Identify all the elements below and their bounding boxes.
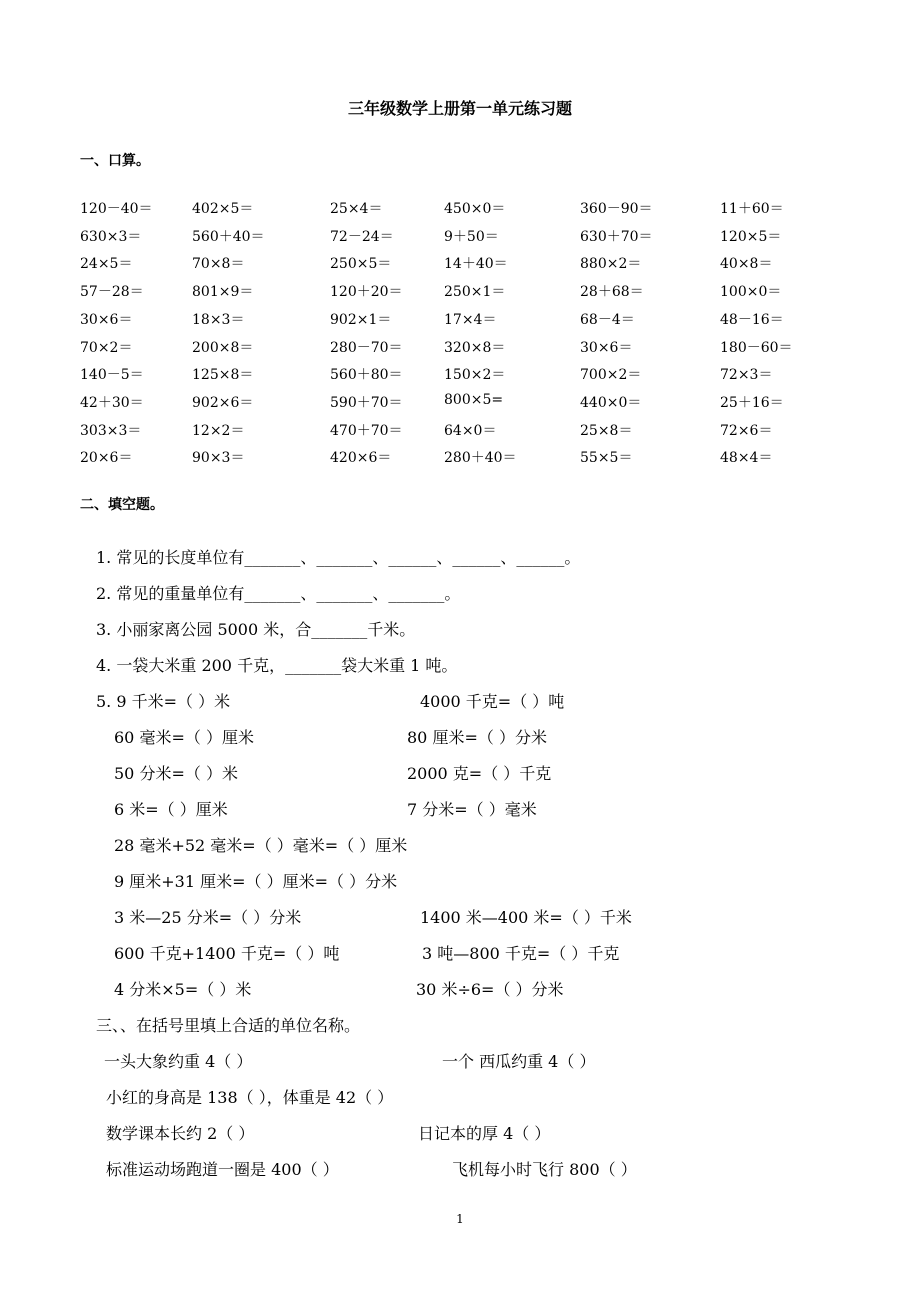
unit-item: 日记本的厚 4（ ）	[418, 1124, 551, 1143]
calc-item: 25＋16＝	[720, 394, 784, 411]
calc-item: 25×8＝	[580, 422, 633, 439]
unit-item: 一个 西瓜约重 4（ ）	[442, 1052, 596, 1071]
conversion-item: 7 分米=（ ）毫米	[407, 800, 537, 819]
conversion-item: 28 毫米+52 毫米=（ ）毫米=（ ）厘米	[114, 836, 408, 855]
calc-item: 402×5＝	[192, 201, 254, 217]
conversion-item: 3 米—25 分米=（ ）分米	[114, 908, 302, 927]
conversion-item: 80 厘米=（ ）分米	[407, 728, 547, 747]
calc-item: 560＋40＝	[192, 228, 265, 245]
calc-item: 68－4＝	[580, 311, 635, 328]
calc-item: 320×8＝	[444, 339, 506, 356]
calc-item: 250×1＝	[444, 284, 506, 301]
question-2: 2. 常见的重量单位有_______、_______、_______。	[96, 584, 461, 603]
calc-item: 902×1＝	[330, 311, 392, 328]
calc-item: 902×6＝	[192, 394, 254, 411]
conversion-item: 30 米÷6=（ ）分米	[416, 980, 564, 999]
calc-item: 30×6＝	[80, 311, 133, 328]
conversion-item: 4000 千克=（ ）吨	[420, 692, 565, 711]
calc-item: 200×8＝	[192, 339, 254, 356]
calc-item: 48×4＝	[720, 450, 773, 467]
calc-item: 25×4＝	[330, 201, 383, 217]
calc-item: 72×6＝	[720, 422, 773, 439]
conversion-item: 600 千克+1400 千克=（ ）吨	[114, 944, 340, 963]
calc-item: 57－28＝	[80, 284, 144, 301]
calc-item: 700×2＝	[580, 367, 642, 384]
calc-item: 20×6＝	[80, 450, 133, 467]
conversion-item: 60 毫米=（ ）厘米	[114, 728, 254, 747]
section1-heading: 一、口算。	[80, 153, 150, 169]
calc-item: 630×3＝	[80, 228, 142, 245]
question-1: 1. 常见的长度单位有_______、_______、______、______、______。	[96, 548, 581, 567]
page-title: 三年级数学上册第一单元练习题	[347, 99, 572, 118]
calc-item: 120＋20＝	[330, 284, 403, 301]
unit-item: 数学课本长约 2（ ）	[106, 1124, 255, 1143]
page-number: 1	[456, 1212, 464, 1226]
calc-item: 24×5＝	[80, 256, 133, 273]
calc-item: 55×5＝	[580, 450, 633, 467]
conversion-item: 50 分米=（ ）米	[114, 764, 238, 783]
calc-item: 303×3＝	[80, 422, 142, 439]
conversion-item: 9 厘米+31 厘米=（ ）厘米=（ ）分米	[114, 872, 398, 891]
calc-item: 140－5＝	[80, 367, 144, 384]
question-3: 3. 小丽家离公园 5000 米，合_______千米。	[96, 620, 416, 639]
unit-item: 飞机每小时飞行 800（ ）	[452, 1160, 637, 1179]
calc-item: 18×3＝	[192, 311, 245, 328]
calc-item: 560＋80＝	[330, 367, 403, 384]
conversion-item: 5. 9 千米=（ ）米	[96, 692, 231, 711]
section2-heading: 二、填空题。	[80, 497, 164, 513]
calc-item: 280－70＝	[330, 339, 403, 356]
conversion-item: 1400 米—400 米=（ ）千米	[420, 908, 632, 927]
calc-item: 72×3＝	[720, 367, 773, 384]
calc-item: 880×2＝	[580, 256, 642, 273]
calc-item: 40×8＝	[720, 256, 773, 273]
calc-item: 64×0＝	[444, 422, 497, 439]
calc-item: 125×8＝	[192, 367, 254, 384]
calc-item: 70×2＝	[80, 339, 133, 356]
calc-item: 180－60＝	[720, 339, 793, 356]
unit-item: 一头大象约重 4（ ）	[104, 1052, 253, 1071]
calc-item: 590＋70＝	[330, 394, 403, 411]
conversion-item: 3 吨—800 千克=（ ）千克	[422, 944, 620, 963]
calc-item: 250×5＝	[330, 256, 392, 273]
calc-item: 450×0＝	[444, 201, 506, 217]
calc-item: 280＋40＝	[444, 450, 517, 467]
calc-item: 48－16＝	[720, 311, 784, 328]
calc-item: 70×8＝	[192, 256, 245, 273]
calc-item: 120×5＝	[720, 228, 782, 245]
calc-item: 14＋40＝	[444, 256, 508, 273]
question-4: 4. 一袋大米重 200 千克，_______袋大米重 1 吨。	[96, 656, 458, 675]
calc-item: 630＋70＝	[580, 228, 653, 245]
unit-item: 小红的身高是 138（ ），体重是 42（ ）	[106, 1088, 394, 1107]
calc-item: 17×4＝	[444, 311, 497, 328]
calc-item: 470＋70＝	[330, 422, 403, 439]
calc-item: 72－24＝	[330, 228, 394, 245]
calc-item: 90×3＝	[192, 450, 245, 467]
calc-item: 11＋60＝	[720, 201, 784, 217]
calc-item: 30×6＝	[580, 339, 633, 356]
calc-item: 150×2＝	[444, 367, 506, 384]
calc-item: 801×9＝	[192, 284, 254, 301]
calc-item: 360－90＝	[580, 201, 653, 217]
unit-item: 标准运动场跑道一圈是 400（ ）	[106, 1160, 339, 1179]
calc-item: 800×5=	[444, 391, 504, 408]
calc-item: 9＋50＝	[444, 228, 499, 245]
calc-item: 28＋68＝	[580, 284, 644, 301]
conversion-item: 6 米=（ ）厘米	[114, 800, 228, 819]
calc-item: 12×2＝	[192, 422, 245, 439]
calc-item: 440×0＝	[580, 394, 642, 411]
calc-item: 420×6＝	[330, 450, 392, 467]
conversion-item: 4 分米×5=（ ）米	[114, 980, 252, 999]
calc-item: 100×0＝	[720, 284, 782, 301]
section3-heading: 三、、在括号里填上合适的单位名称。	[96, 1016, 361, 1035]
calc-item: 120－40＝	[80, 201, 153, 217]
calc-item: 42＋30＝	[80, 394, 144, 411]
conversion-item: 2000 克=（ ）千克	[407, 764, 552, 783]
